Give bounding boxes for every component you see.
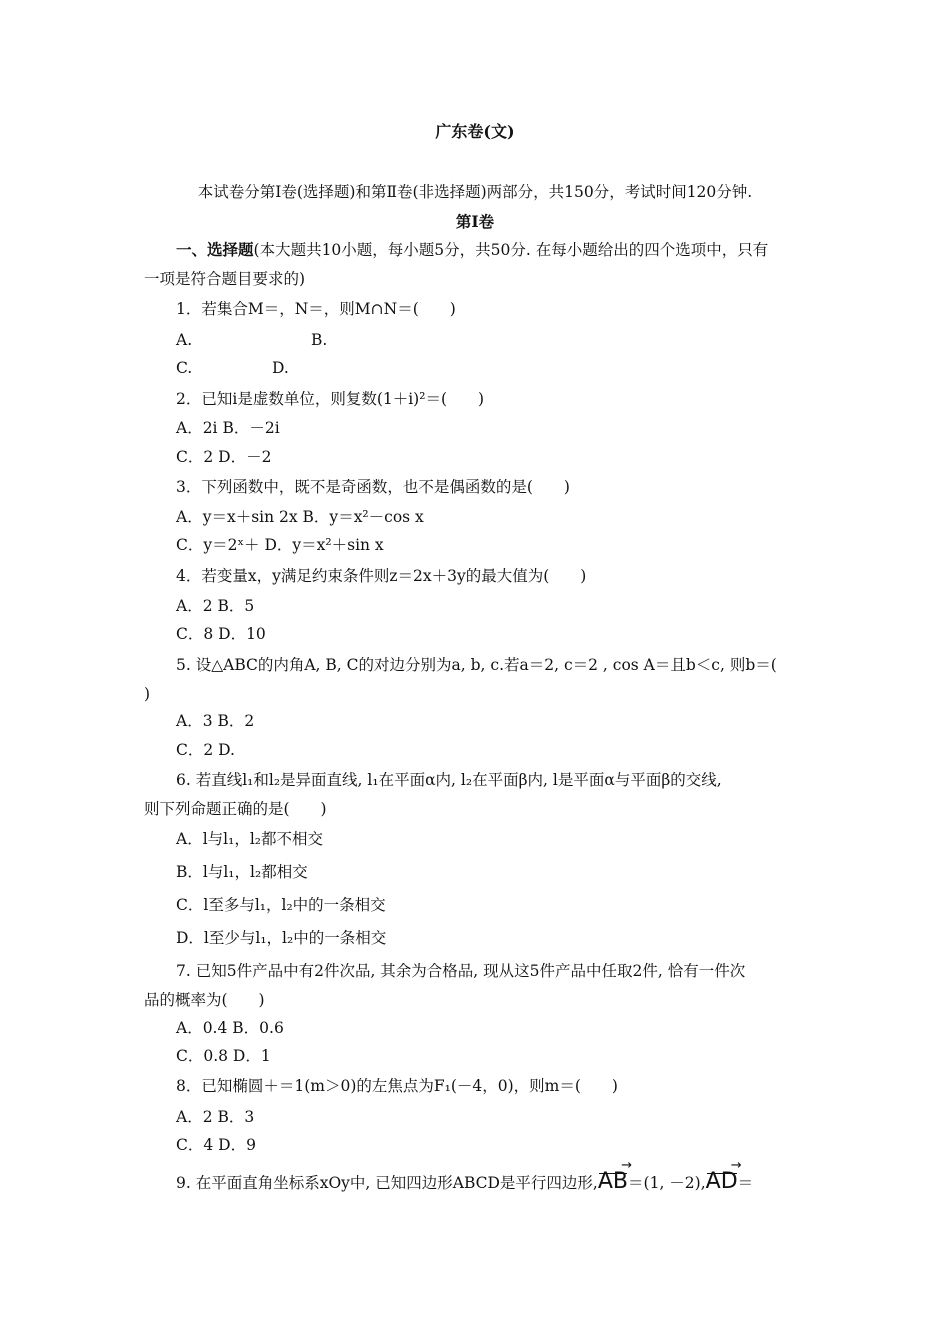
q7-options-ab: A．0.4 B．0.6: [176, 1019, 284, 1037]
q3-options-cd: C．y＝2ˣ＋ D．y＝x²＋sin x: [176, 536, 384, 554]
q8-options-cd: C．4 D．9: [176, 1136, 256, 1154]
q6-option-b: B．l与l₁，l₂都相交: [176, 863, 308, 881]
q2-options-cd: C．2 D．－2: [176, 448, 272, 466]
vector-ad: AD →: [706, 1172, 738, 1192]
section-instructions: (本大题共10小题，每小题5分，共50分. 在每小题给出的四个选项中，只有: [253, 241, 769, 259]
q2-options-ab: A．2i B．－2i: [176, 419, 280, 437]
q5-options-ab: A．3 B．2: [176, 712, 255, 730]
question-5: 5. 设△ABC的内角A, B, C的对边分别为a, b, c.若a＝2, c＝2 , cos A＝且b＜c, 则b＝(: [176, 656, 777, 674]
q1-option-c: C.: [176, 359, 193, 377]
question-6-cont: 则下列命题正确的是( ): [144, 800, 327, 818]
question-8: 8．已知椭圆＋＝1(m＞0)的左焦点为F₁(－4，0)，则m＝( ): [176, 1077, 618, 1095]
q1-option-b: B.: [311, 331, 328, 349]
q8-options-ab: A．2 B．3: [176, 1108, 255, 1126]
question-2: 2．已知i是虚数单位，则复数(1＋i)²＝( ): [176, 390, 485, 408]
vector-ab: AB →: [598, 1172, 628, 1192]
question-6: 6. 若直线l₁和l₂是异面直线, l₁在平面α内, l₂在平面β内, l是平面α与平面β的交线,: [176, 771, 722, 789]
q6-option-d: D．l至少与l₁，l₂中的一条相交: [176, 929, 387, 947]
q6-option-c: C．l至多与l₁，l₂中的一条相交: [176, 896, 386, 914]
question-5-cont: ): [144, 685, 151, 703]
q9-vector-ab-value: ＝(1, －2),: [628, 1174, 706, 1192]
q5-options-cd: C．2 D.: [176, 741, 235, 759]
page-title: 广东卷(文): [435, 122, 515, 141]
part-heading: 第Ⅰ卷: [455, 212, 495, 231]
q1-option-d: D.: [272, 359, 289, 377]
question-7: 7. 已知5件产品中有2件次品, 其余为合格品, 现从这5件产品中任取2件, 恰有一件次: [176, 962, 746, 980]
question-4: 4．若变量x，y满足约束条件则z＝2x＋3y的最大值为( ): [176, 567, 587, 585]
q3-options-ab: A．y＝x＋sin 2x B．y＝x²－cos x: [176, 508, 424, 526]
section-heading: [176, 240, 768, 260]
question-1: 1．若集合M＝，N＝，则M∩N＝( ): [176, 300, 456, 318]
q4-options-cd: C．8 D．10: [176, 625, 266, 643]
intro-text: 本试卷分第Ⅰ卷(选择题)和第Ⅱ卷(非选择题)两部分，共150分，考试时间120分钟.: [197, 183, 753, 201]
question-3: 3．下列函数中，既不是奇函数，也不是偶函数的是( ): [176, 478, 570, 496]
q6-option-a: A．l与l₁，l₂都不相交: [176, 830, 323, 848]
section-instructions-cont: 一项是符合题目要求的): [144, 270, 306, 288]
question-9: [176, 1169, 754, 1194]
q7-options-cd: C．0.8 D．1: [176, 1047, 271, 1065]
q9-equals: ＝: [737, 1174, 754, 1192]
q9-stem: 9. 在平面直角坐标系xOy中, 已知四边形ABCD是平行四边形,: [176, 1174, 598, 1192]
section-label: 一、选择题: [176, 240, 254, 259]
question-7-cont: 品的概率为( ): [144, 991, 265, 1009]
q1-option-a: A.: [176, 331, 193, 349]
q4-options-ab: A．2 B．5: [176, 597, 255, 615]
